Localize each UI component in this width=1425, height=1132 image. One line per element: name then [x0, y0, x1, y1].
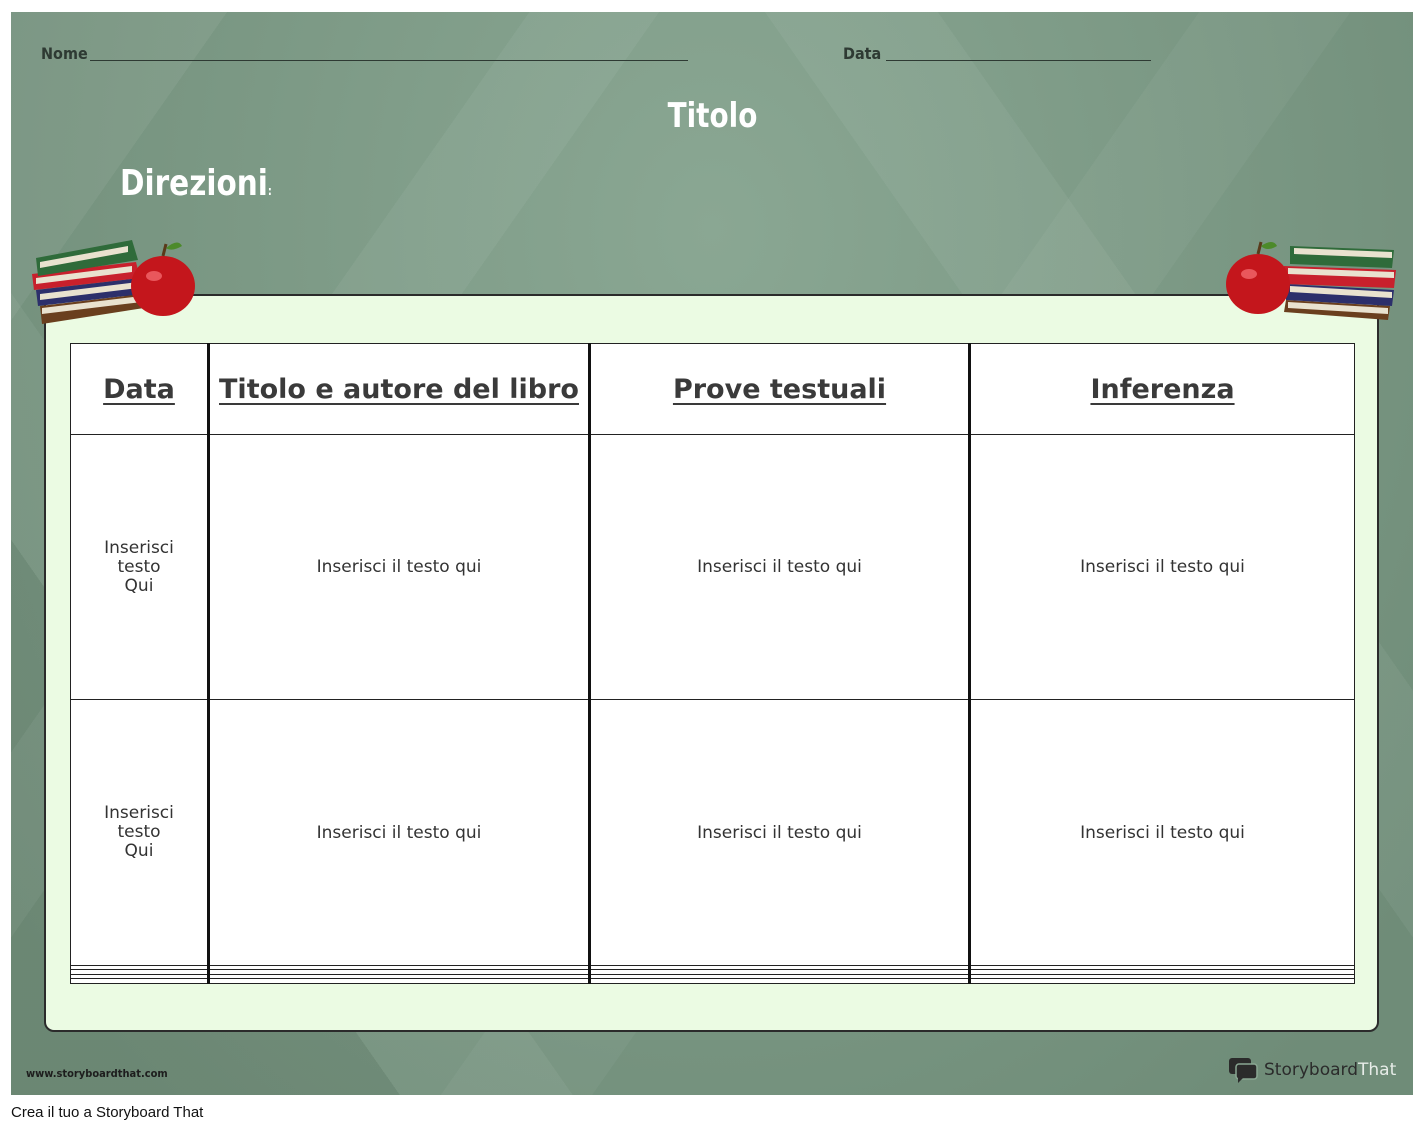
directions-heading[interactable]: [120, 163, 272, 204]
header-textual-evidence[interactable]: Prove testuali: [590, 344, 970, 435]
storyboardthat-logo[interactable]: [1228, 1057, 1396, 1083]
table-cell[interactable]: Inserisci testo Qui: [71, 435, 209, 700]
table-row: [71, 700, 1355, 965]
header-date[interactable]: Data: [71, 344, 209, 435]
table-cell[interactable]: [590, 979, 970, 984]
books-and-apple-icon: [1224, 240, 1400, 324]
table-row: [71, 979, 1355, 984]
speech-bubble-logo-icon: [1228, 1057, 1258, 1083]
table-header-row: [71, 344, 1355, 435]
brand-that: That: [1358, 1060, 1397, 1080]
header-book-title-author[interactable]: Titolo e autore del libro: [209, 344, 590, 435]
table-cell[interactable]: Inserisci testo Qui: [71, 700, 209, 965]
date-line[interactable]: [886, 60, 1151, 61]
table-cell[interactable]: Inserisci il testo qui: [209, 435, 590, 700]
date-label: Data: [843, 44, 882, 63]
table-cell[interactable]: [71, 979, 209, 984]
brand-story: Storyboard: [1264, 1060, 1358, 1080]
directions-colon: :: [267, 184, 272, 198]
name-label: Nome: [41, 44, 88, 63]
header-inference[interactable]: Inferenza: [970, 344, 1355, 435]
worksheet-title[interactable]: Titolo: [667, 96, 758, 136]
brand-name: [1264, 1060, 1396, 1080]
directions-label: Direzioni: [120, 163, 268, 204]
page-caption[interactable]: Crea il tuo a Storyboard That: [11, 1104, 204, 1121]
table-cell[interactable]: Inserisci il testo qui: [970, 700, 1355, 965]
table-cell[interactable]: Inserisci il testo qui: [970, 435, 1355, 700]
table-cell[interactable]: Inserisci il testo qui: [590, 700, 970, 965]
name-line[interactable]: [90, 60, 688, 61]
table-row: [71, 435, 1355, 700]
table-cell[interactable]: Inserisci il testo qui: [590, 435, 970, 700]
table-cell[interactable]: [970, 979, 1355, 984]
books-and-apple-icon: [32, 236, 202, 328]
reading-log-table: [70, 343, 1355, 984]
table-cell[interactable]: Inserisci il testo qui: [209, 700, 590, 965]
table-cell[interactable]: [209, 979, 590, 984]
footer-url[interactable]: www.storyboardthat.com: [26, 1067, 168, 1080]
